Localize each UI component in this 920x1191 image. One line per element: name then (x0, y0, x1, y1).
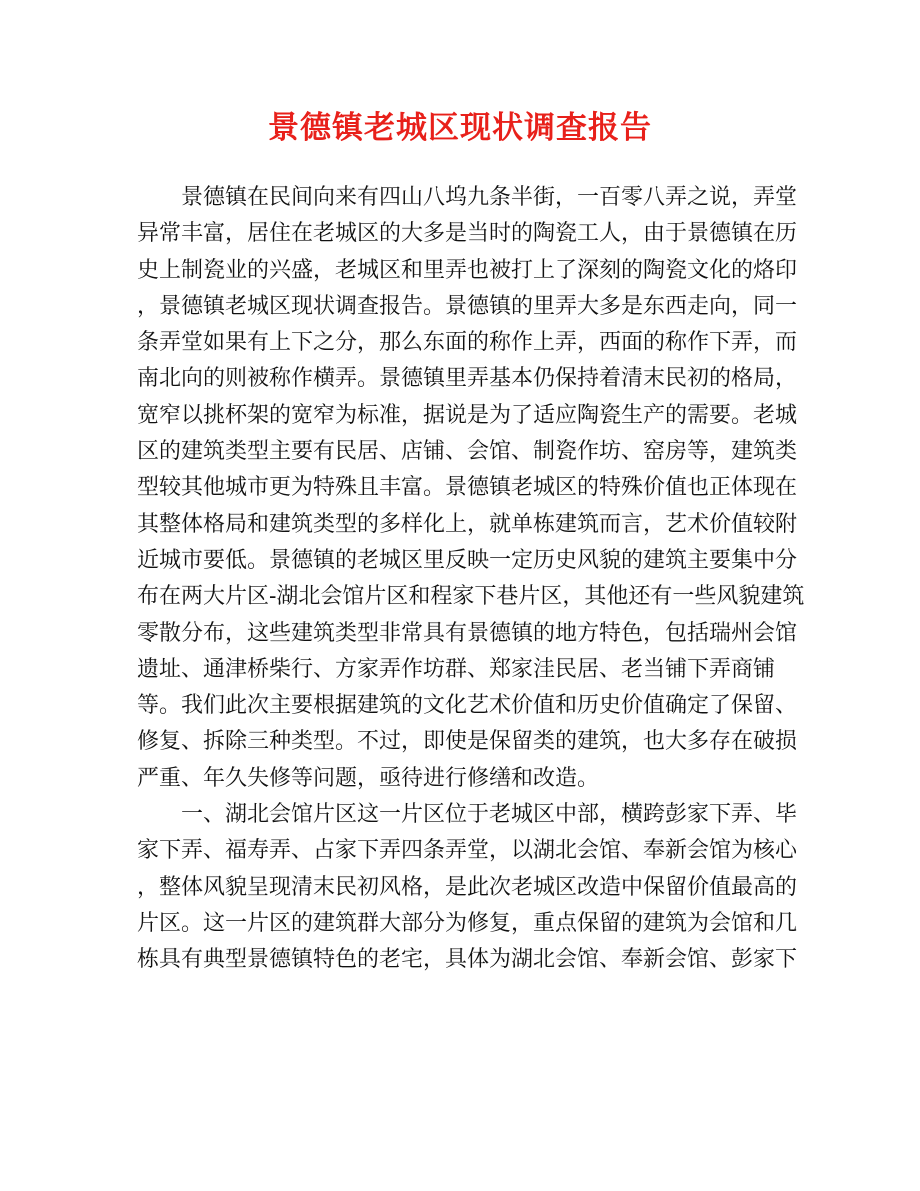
document-title: 景德镇老城区现状调查报告 (268, 110, 652, 146)
text-line: 异常丰富，居住在老城区的大多是当时的陶瓷工人，由于景德镇在历 (137, 221, 798, 247)
text-line: 景德镇在民间向来有四山八坞九条半街，一百零八弄之说，弄堂 (137, 185, 798, 210)
text-line: 布在两大片区-湖北会馆片区和程家下巷片区，其他还有一些风貌建筑 (137, 584, 805, 610)
text-line: 史上制瓷业的兴盛，老城区和里弄也被打上了深刻的陶瓷文化的烙印 (137, 257, 798, 283)
text-line: 近城市要低。景德镇的老城区里反映一定历史风貌的建筑主要集中分 (137, 547, 798, 573)
text-line: 南北向的则被称作横弄。景德镇里弄基本仍保持着清末民初的格局， (137, 366, 798, 392)
document-body (137, 180, 805, 979)
text-line: 一、湖北会馆片区这一片区位于老城区中部，横跨彭家下弄、毕 (137, 802, 798, 828)
text-line: 其整体格局和建筑类型的多样化上，就单栋建筑而言，艺术价值较附 (137, 511, 798, 537)
text-line: 严重、年久失修等问题，亟待进行修缮和改造。 (137, 765, 600, 791)
text-line: 修复、拆除三种类型。不过，即使是保留类的建筑，也大多存在破损 (137, 729, 798, 755)
text-line: 栋具有典型景德镇特色的老宅，具体为湖北会馆、奉新会馆、彭家下 (137, 947, 798, 973)
text-line: 区的建筑类型主要有民居、店铺、会馆、制瓷作坊、窑房等，建筑类 (137, 439, 798, 465)
text-line: 型较其他城市更为特殊且丰富。景德镇老城区的特殊价值也正体现在 (137, 475, 798, 501)
text-line: 片区。这一片区的建筑群大部分为修复，重点保留的建筑为会馆和几 (137, 910, 798, 936)
text-line: 家下弄、福寿弄、占家下弄四条弄堂，以湖北会馆、奉新会馆为核心 (137, 838, 798, 864)
text-line: 零散分布，这些建筑类型非常具有景德镇的地方特色，包括瑞州会馆 (137, 620, 798, 646)
text-line: 条弄堂如果有上下之分，那么东面的称作上弄，西面的称作下弄，而 (137, 330, 798, 356)
text-line: ，整体风貌呈现清末民初风格，是此次老城区改造中保留价值最高的 (137, 874, 798, 900)
text-line: 等。我们此次主要根据建筑的文化艺术价值和历史价值确定了保留、 (137, 693, 798, 719)
text-line: 遗址、通津桥柴行、方家弄作坊群、郑家洼民居、老当铺下弄商铺 (137, 656, 776, 682)
text-line: 宽窄以挑杯架的宽窄为标准，据说是为了适应陶瓷生产的需要。老城 (137, 402, 798, 428)
text-line: ，景德镇老城区现状调查报告。景德镇的里弄大多是东西走向，同一 (137, 293, 798, 319)
